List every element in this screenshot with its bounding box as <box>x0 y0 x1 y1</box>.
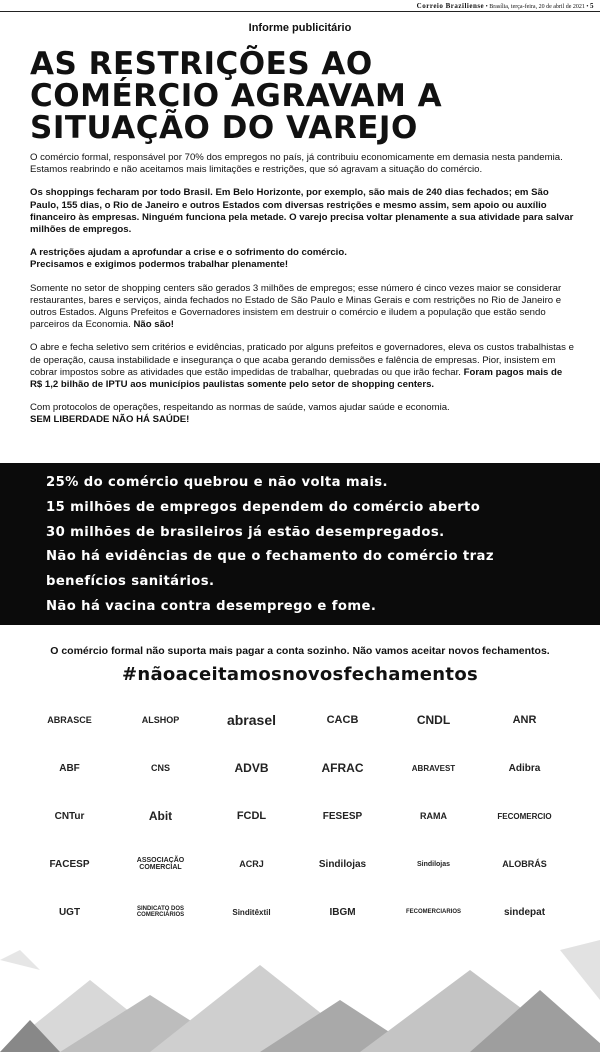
paragraph-6 <box>30 402 575 426</box>
paragraph-3-line-1: A restrições ajudam a aprofundar a crise e o sofrimento do comércio. <box>30 247 347 259</box>
page-number: 5 <box>590 2 594 10</box>
logo-rama: RAMA <box>420 811 447 821</box>
logo-advb: ADVB <box>234 761 269 775</box>
paragraph-6-emphasis: SEM LIBERDADE NÃO HÁ SAÚDE! <box>30 414 190 426</box>
logo-abf: ABF <box>59 762 80 774</box>
top-rule <box>0 11 600 12</box>
masthead <box>417 2 594 10</box>
fact-4-cont: benefícios sanitários. <box>46 574 215 590</box>
paragraph-5-text: O abre e fecha seletivo sem critérios e evidências, praticado por alguns prefeitos e governadores, eleva os custos trabalhistas e de operação, causa instabilidade e insegurança o que acaba gerando demissões e falência de empresas. Pior, insistem em cobrar impostos sobre as atividades que estão impedidas de trabalhar, quebradas ou que irão fechar. <box>30 342 574 378</box>
logo-cacb: CACB <box>326 714 359 726</box>
newspaper-name: Correio Braziliense <box>416 2 485 10</box>
logo-cntur: CNTur <box>54 810 85 822</box>
logo-ugt: UGT <box>58 906 81 918</box>
fact-3: 30 milhões de brasileiros já estão desempregados. <box>46 524 445 540</box>
logo-fcdl: FCDL <box>236 810 267 822</box>
advertorial-tag: Informe publicitário <box>248 22 352 34</box>
headline-line-2: COMÉRCIO AGRAVAM A <box>30 78 443 114</box>
paragraph-2: Os shoppings fecharam por todo Brasil. Em Belo Horizonte, por exemplo, são mais de 240 dias fechados; em São Paulo, 155 dias, o Rio de Janeiro e outros Estados com diversas restrições e mesmo assim, sem apoio ou auxílio financeiro às empresas. Ninguém funciona pela metade. O varejo precisa voltar plenamente a sua atividade para salvar milhões de empregos. <box>30 187 574 236</box>
logo-acrj: ACRJ <box>239 859 264 869</box>
paragraph-3-line-2: Precisamos e exigimos podermos trabalhar plenamente! <box>30 259 289 271</box>
headline <box>30 48 580 144</box>
paragraph-1: O comércio formal, responsável por 70% dos empregos no país, já contribuiu economicamente em demasia nesta pandemia. Estamos reabrindo e não aceitamos mais limitações e restrições, que só agravam a situação do comércio. <box>30 152 563 176</box>
fact-5: Não há vacina contra desemprego e fome. <box>46 598 377 614</box>
fact-4: Não há evidências de que o fechamento do comércio traz <box>46 549 494 565</box>
closing-statement: O comércio formal não suporta mais pagar a conta sozinho. Não vamos aceitar novos fechamentos. <box>50 645 550 657</box>
logo-adibra: Adibra <box>508 762 541 774</box>
paragraph-3 <box>30 247 575 271</box>
logo-alshop: ALSHOP <box>141 715 180 725</box>
hashtag: #nãoaceitamosnovosfechamentos <box>121 664 479 685</box>
fact-1: 25% do comércio quebrou e não volta mais. <box>46 475 388 490</box>
fact-2: 15 milhões de empregos dependem do comércio aberto <box>46 499 481 515</box>
logo-anr: ANR <box>512 714 537 726</box>
decorative-triangles <box>0 940 600 1052</box>
logo-sindit-xtil: Sinditêxtil <box>232 907 271 917</box>
paragraph-5-emphasis: Foram pagos mais de R$ 1,2 bilhão de IPTU aos municípios paulistas somente pelo setor de shopping centers. <box>30 366 563 391</box>
facts-banner <box>0 463 600 625</box>
paragraph-4-text: Somente no setor de shopping centers são gerados 3 milhões de empregos; esse número é cinco vezes maior se considerar restaurantes, bares e serviços, ainda fechados no Estado de São Paulo e Minas Gerais e com restrições no Rio de Janeiro e outros Estados. Alguns Prefeitos e Governadores insistem em destruir o comércio e iludem a população que estão sendo parceiros da Economia. <box>30 282 562 331</box>
logo-sindicato-dos-comerci-rios: SINDICATO DOS COMERCIÁRIOS <box>136 906 185 918</box>
headline-line-1: AS RESTRIÇÕES AO <box>30 46 373 82</box>
logo-afrac: AFRAC <box>321 761 364 775</box>
facts-list <box>0 463 600 620</box>
paragraph-4-emphasis: Não são! <box>133 319 174 331</box>
logo-cndl: CNDL <box>416 713 451 727</box>
logo-ibgm: IBGM <box>329 906 356 918</box>
logo-abravest: ABRAVEST <box>411 763 456 773</box>
logo-sindilojas: Sindilojas <box>318 858 367 870</box>
logo-associa-o-comercial: ASSOCIAÇÃO COMERCIAL <box>136 857 185 871</box>
masthead-date: • Brasília, terça-feira, 20 de abril de 2021 • <box>485 4 589 10</box>
logo-fecomercio: FECOMERCIO <box>497 811 552 821</box>
logo-abrasce: ABRASCE <box>47 715 92 725</box>
logo-sindilojas: Sindilojas <box>416 860 451 868</box>
paragraph-4 <box>30 283 575 332</box>
logo-facesp: FACESP <box>49 858 90 870</box>
logo-fesesp: FESESP <box>322 810 363 822</box>
logo-cns: CNS <box>150 763 170 773</box>
logo-abit: Abit <box>148 809 173 823</box>
logo-alobr-s: ALOBRÁS <box>502 859 547 869</box>
headline-line-3: SITUAÇÃO DO VAREJO <box>30 110 418 146</box>
paragraph-5 <box>30 342 575 391</box>
logo-fecomerciarios: FECOMERCIARIOS <box>405 909 461 915</box>
logo-sindepat: sindepat <box>503 906 546 918</box>
body-text <box>30 152 575 438</box>
paragraph-6-text: Com protocolos de operações, respeitando as normas de saúde, vamos ajudar saúde e economia. <box>30 402 450 414</box>
logo-abrasel: abrasel <box>226 712 277 728</box>
